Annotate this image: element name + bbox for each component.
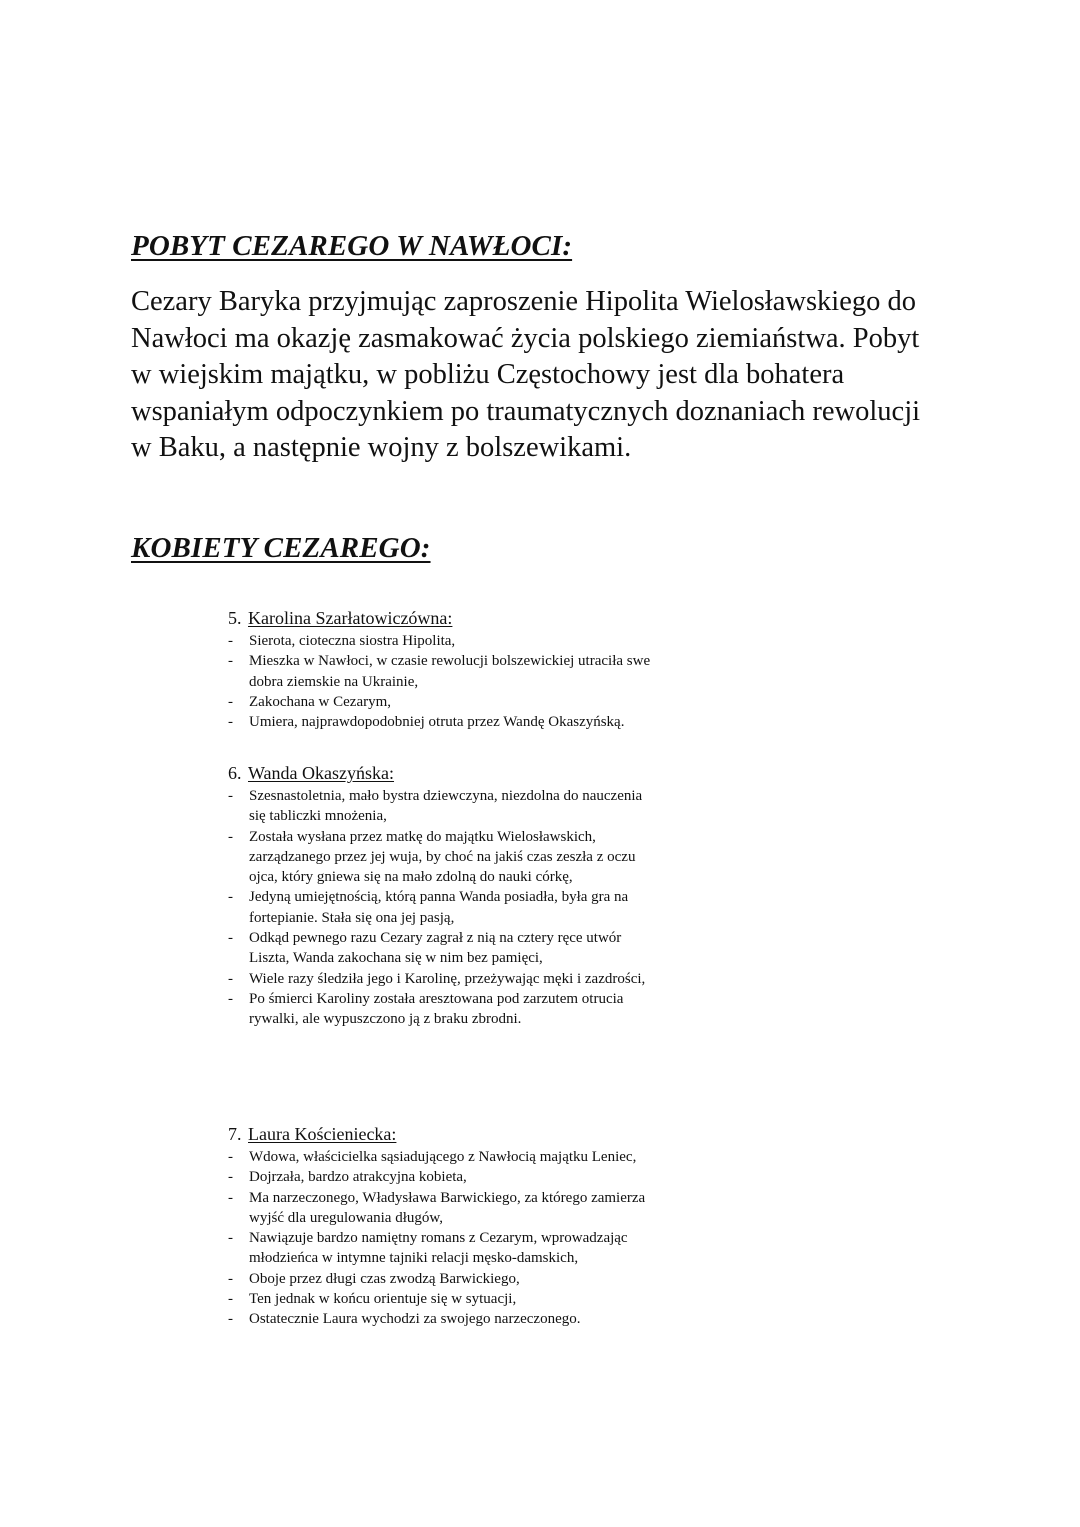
fact-line: - Nawiązuje bardzo namiętny romans z Cezarym, wprowadzając	[249, 1230, 628, 1247]
fact-line: fortepianie. Stała się ona jej pasją,	[249, 909, 455, 926]
fact-item	[228, 786, 748, 827]
fact-line: - Mieszka w Nawłoci, w czasie rewolucji bolszewickiej utraciła swe	[249, 653, 651, 670]
fact-item	[228, 631, 748, 651]
fact-item	[228, 1188, 748, 1229]
fact-item	[228, 827, 748, 888]
fact-item	[228, 1167, 748, 1187]
fact-line: - Ten jednak w końcu orientuje się w sytuacji,	[249, 1291, 517, 1308]
fact-line: - Ostatecznie Laura wychodzi za swojego narzeczonego.	[249, 1311, 581, 1328]
fact-item	[228, 928, 748, 969]
fact-line: - Sierota, cioteczna siostra Hipolita,	[249, 633, 456, 649]
section-heading-women: KOBIETY CEZAREGO:	[131, 532, 431, 564]
fact-item	[228, 1309, 748, 1329]
intro-paragraph	[131, 284, 951, 467]
person-name: Wanda Okaszyńska:	[248, 763, 395, 783]
fact-item	[228, 1228, 748, 1269]
fact-line: - Umiera, najprawdopodobniej otruta przez Wandę Okaszyńską.	[249, 714, 625, 731]
fact-line: zarządzanego przez jej wuja, by choć na jakiś czas zeszła z oczu	[249, 848, 636, 865]
fact-line: się tabliczki mnożenia,	[249, 808, 387, 825]
fact-line: rywalki, ale wypuszczono ją z braku zbrodni.	[249, 1011, 522, 1028]
paragraph-line: wspaniałym odpoczynkiem po traumatycznych doznaniach rewolucji	[131, 395, 921, 427]
person-entry-karolina	[228, 607, 748, 732]
fact-line: - Po śmierci Karoliny została aresztowana pod zarzutem otrucia	[249, 990, 624, 1007]
fact-line: Liszta, Wanda zakochana się w nim bez pamięci,	[249, 950, 543, 967]
fact-line: - Wdowa, właścicielka sąsiadującego z Nawłocią majątku Leniec,	[249, 1149, 637, 1165]
person-name: Laura Kościeniecka:	[248, 1124, 397, 1144]
fact-item	[228, 1289, 748, 1309]
fact-list	[228, 631, 748, 732]
fact-list	[228, 786, 748, 1030]
person-title	[228, 1123, 748, 1145]
fact-line: - Oboje przez długi czas zwodzą Barwickiego,	[249, 1270, 520, 1287]
fact-item	[228, 887, 748, 928]
fact-item	[228, 969, 748, 989]
person-entry-laura	[228, 1123, 748, 1330]
person-entry-wanda	[228, 762, 748, 1030]
paragraph-line: w wiejskim majątku, w pobliżu Częstochowy jest dla bohatera	[131, 359, 845, 390]
fact-item	[228, 1269, 748, 1289]
fact-line: - Jedyną umiejętnością, którą panna Wanda posiadła, była gra na	[249, 889, 629, 906]
fact-line: - Została wysłana przez matkę do majątku Wielosławskich,	[249, 828, 596, 845]
fact-item	[228, 712, 748, 732]
fact-line: - Dojrzała, bardzo atrakcyjna kobieta,	[249, 1169, 467, 1186]
fact-item	[228, 692, 748, 712]
person-number: 7.	[228, 1124, 242, 1144]
fact-item	[228, 989, 748, 1030]
person-name: Karolina Szarłatowiczówna:	[248, 608, 453, 628]
section-heading-stay: POBYT CEZAREGO W NAWŁOCI:	[131, 230, 573, 262]
person-number: 6.	[228, 763, 242, 783]
person-title	[228, 607, 748, 629]
fact-line: - Szesnastoletnia, mało bystra dziewczyna, niezdolna do nauczenia	[249, 788, 643, 804]
fact-line: - Ma narzeczonego, Władysława Barwickiego, za którego zamierza	[249, 1189, 646, 1206]
person-number: 5.	[228, 608, 242, 628]
fact-line: ojca, który gniewa się na mało zdolną do nauki córkę,	[249, 869, 573, 886]
fact-line: dobra ziemskie na Ukrainie,	[249, 673, 419, 690]
paragraph-line: Cezary Baryka przyjmując zaproszenie Hipolita Wielosławskiego do	[131, 286, 916, 317]
paragraph-line: w Baku, a następnie wojny z bolszewikami.	[131, 432, 632, 463]
fact-line: wyjść dla uregulowania długów,	[249, 1209, 443, 1226]
paragraph-line: Nawłoci ma okazję zasmakować życia polskiego ziemiaństwa. Pobyt	[131, 322, 920, 354]
person-title	[228, 762, 748, 784]
fact-item	[228, 651, 748, 692]
fact-line: - Odkąd pewnego razu Cezary zagrał z nią na cztery ręce utwór	[249, 930, 622, 947]
fact-list	[228, 1147, 748, 1330]
fact-line: - Wiele razy śledziła jego i Karolinę, przeżywając męki i zazdrości,	[249, 970, 646, 987]
fact-item	[228, 1147, 748, 1167]
fact-line: młodzieńca w intymne tajniki relacji męsko-damskich,	[249, 1250, 579, 1267]
fact-line: - Zakochana w Cezarym,	[249, 693, 392, 710]
